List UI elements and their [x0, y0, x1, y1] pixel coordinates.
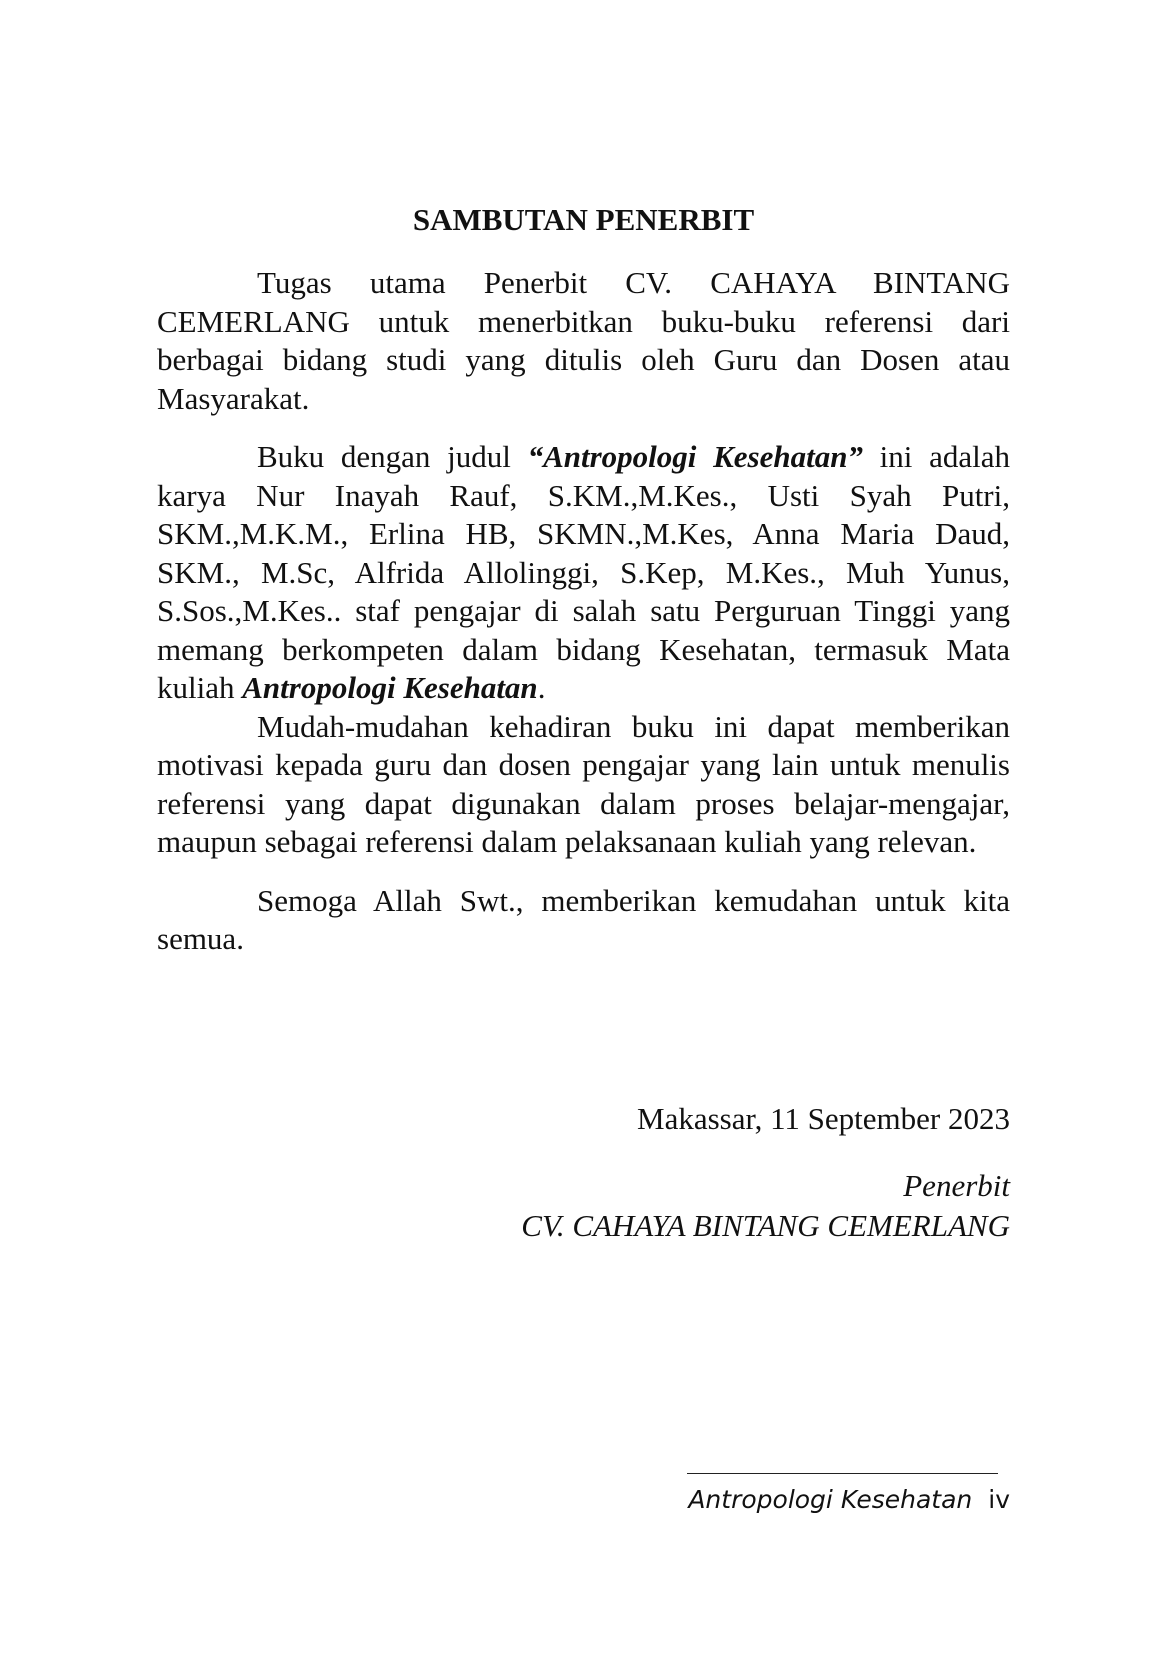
signoff-label: Penerbit: [903, 1168, 1010, 1203]
signoff-publisher: CV. CAHAYA BINTANG CEMERLANG: [521, 1208, 1010, 1243]
footer-rule: [687, 1473, 998, 1474]
page-title: SAMBUTAN PENERBIT: [412, 202, 755, 237]
paragraph-book-authors: [157, 438, 1010, 708]
page-footer: [688, 1484, 1010, 1516]
signoff-place-date: Makassar, 11 September 2023: [637, 1101, 1010, 1136]
paragraph-intro: Tugas utama Penerbit CV. CAHAYA BINTANG CEMERLANG untuk menerbitkan buku-buku referensi dari berbagai bidang studi yang ditulis oleh Guru dan Dosen atau Masyarakat.: [157, 265, 1010, 416]
paragraph-book-authors-lead: Buku dengan judul: [257, 439, 528, 474]
page-number: iv: [988, 1485, 1010, 1514]
paragraph-closing: Semoga Allah Swt., memberikan kemudahan untuk kita semua.: [157, 882, 1010, 956]
footer-book-title: Antropologi Kesehatan: [688, 1485, 973, 1514]
paragraph-hope: Mudah-mudahan kehadiran buku ini dapat memberikan motivasi kepada guru dan dosen pengajar yang lain untuk menulis referensi yang dapat digunakan dalam proses belajar-mengajar, maupun sebagai referensi dalam pelaksanaan kuliah yang relevan.: [157, 708, 1010, 859]
course-title: Antropologi Kesehatan: [242, 670, 538, 705]
page-body: [157, 200, 1010, 959]
paragraph-book-authors-body: ini adalah karya Nur Inayah Rauf, S.KM.,M.Kes., Usti Syah Putri, SKM.,M.K.M., Erlina HB, SKMN.,M.Kes, Anna Maria Daud, SKM., M.Sc, Alfrida Allolinggi, S.Kep, M.Kes., Muh Yunus, S.Sos.,M.Kes.. staf pengajar di salah satu Perguruan Tinggi yang memang berkompeten dalam bidang Kesehatan, termasuk Mata kuliah: [157, 439, 1010, 705]
book-title-quoted: “Antropologi Kesehatan”: [527, 439, 863, 474]
paragraph-book-authors-end: .: [537, 670, 546, 705]
